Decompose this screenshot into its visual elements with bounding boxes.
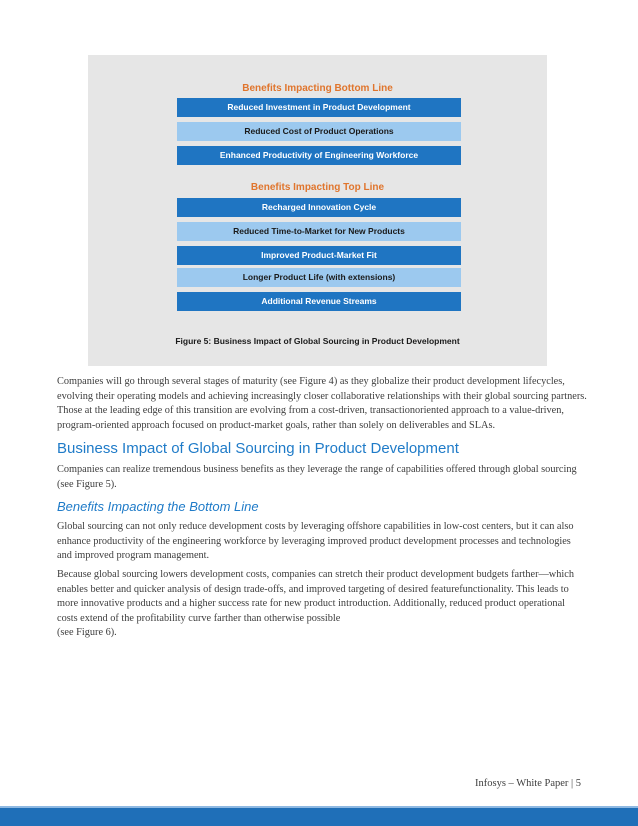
subsection-paragraph-2-end: (see Figure 6). [57,627,117,639]
subsection-heading: Benefits Impacting the Bottom Line [57,499,259,514]
top-line-item-2: Reduced Time-to-Market for New Products [177,222,461,241]
bottom-line-item-2: Reduced Cost of Product Operations [177,122,461,141]
subsection-paragraph-1: Global sourcing can not only reduce development costs by leveraging offshore capabilities in low-cost centers, but it can also enhance productivity of the engineering workforce by leveraging improved product development processes and technologies and improved program management. [57,521,574,562]
intro-paragraph: Companies will go through several stages of maturity (see Figure 4) as they globalize their product development lifecycles, evolving their operating models and achieving increasingly closer collaborative relationships with their global sourcing partners. Those at the leading edge of this transition are evolving from a cost-driven, transactionoriented approach to a value-driven, program-oriented approach focused on product-market goals, rather than solely on deliverables and SLAs. [57,376,587,431]
bottom-line-item-3: Enhanced Productivity of Engineering Workforce [177,146,461,165]
figure-panel [88,55,547,366]
footer-bar [0,808,638,826]
top-line-item-3: Improved Product-Market Fit [177,246,461,265]
top-line-item-5: Additional Revenue Streams [177,292,461,311]
top-line-item-1: Recharged Innovation Cycle [177,198,461,217]
subsection-paragraph-2-text: Because global sourcing lowers development costs, companies can stretch their product development budgets farther—which enables better and quicker analysis of design trade-offs, and improved targeting of desired featurefunctionality. This leads to more innovative products and a higher success rate for new product introduction. Additionally, reduced product operational costs extend of the profitability curve farther than otherwise possible [57,569,574,624]
bottom-line-item-1: Reduced Investment in Product Development [177,98,461,117]
subsection-paragraph-2 [57,568,587,641]
figure-caption: Figure 5: Business Impact of Global Sourcing in Product Development [175,336,460,346]
section-paragraph: Companies can realize tremendous business benefits as they leverage the range of capabilities offered through global sourcing (see Figure 5). [57,464,577,490]
section-heading: Business Impact of Global Sourcing in Product Development [57,440,459,457]
top-line-item-4: Longer Product Life (with extensions) [177,268,461,287]
top-line-heading: Benefits Impacting Top Line [250,182,385,193]
bottom-line-heading: Benefits Impacting Bottom Line [242,83,393,94]
footer-text: Infosys – White Paper | 5 [474,778,581,789]
